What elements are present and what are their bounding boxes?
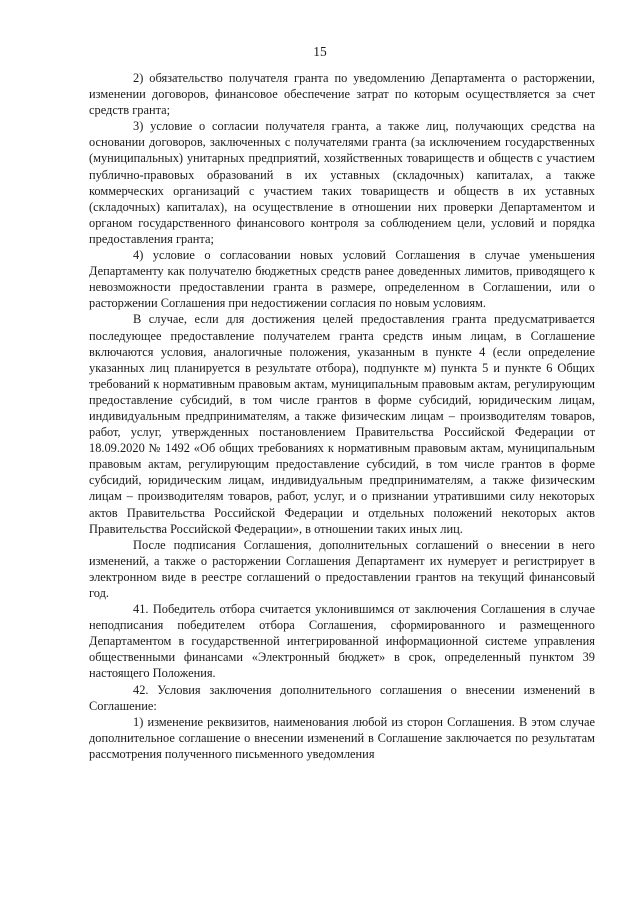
paragraph-new-conditions: 4) условие о согласовании новых условий Соглашения в случае уменьшения Департаменту как получателю бюджетных средств ранее доведенных лимитов, приводящего к невозможности предоставлении гранта в размере, определенном в Соглашении, или о расторжении Соглашения при недостижении согласия по новым условиям.	[89, 248, 595, 311]
paragraph-obligation-notice: 2) обязательство получателя гранта по уведомлению Департамента о расторжении, изменении договоров, финансовое обеспечение затрат по которым осуществляется за счет средств гранта;	[89, 71, 595, 118]
paragraph-inspection-consent: 3) условие о согласии получателя гранта, а также лиц, получающих средства на основании договоров, заключенных с получателями гранта (за исключением государственных (муниципальных) унитарных предприятий, хозяйственных товариществ и обществ с участием публично-правовых образований в их уставных (складочных) капиталах, а также коммерческих организаций с участием таких товариществ и обществ в их уставных (складочных) капиталах), на осуществление в отношении них проверки Департаментом и органом государственного финансового контроля за соблюдением цели, условий и порядка предоставления гранта;	[89, 119, 595, 246]
paragraph-other-persons: В случае, если для достижения целей предоставления гранта предусматривается последующее предоставление получателем гранта средств иным лицам, в Соглашение включаются условия, аналогичные положения, указанным в пункте 4 (если определение указанных лиц планируется в результате отбора), подпункте м) пункта 5 и пункте 6 Общих требований к нормативным правовым актам, муниципальным правовым актам, регулирующим предоставление субсидий, в том числе грантов в форме субсидий, юридическим лицам, индивидуальным предпринимателям, а также физическим лицам – производителям товаров, работ, услуг, утвержденных постановлением Правительства Российской Федерации от 18.09.2020 № 1492 «Об общих требованиях к нормативным правовым актам, муниципальным правовым актам, регулирующим предоставление субсидий, в том числе грантов в форме субсидий, юридическим лицам, индивидуальным предпринимателям, а также физическим лицам – производителям товаров, работ, услуг, и о признании утратившими силу некоторых актов Правительства Российской Федерации и отдельных положений некоторых актов Правительства Российской Федерации», в отношении таких иных лиц.	[89, 312, 595, 536]
paragraph-41-evasion: 41. Победитель отбора считается уклонившимся от заключения Соглашения в случае неподписания победителем отбора Соглашения, сформированного и размещенного Департаментом в государственной интегрированной информационной системе управления общественными финансами «Электронный бюджет» в срок, определенный пунктом 39 настоящего Положения.	[89, 602, 595, 681]
paragraph-registration: После подписания Соглашения, дополнительных соглашений о внесении в него изменений, а также о расторжении Соглашения Департамент их нумерует и регистрирует в электронном виде в реестре соглашений о предоставлении грантов на текущий финансовый год.	[89, 537, 595, 600]
paragraph-requisites-change: 1) изменение реквизитов, наименования любой из сторон Соглашения. В этом случае дополнительное соглашение о внесении изменений в Соглашение заключается по результатам рассмотрения полученного письменного уведомления	[89, 714, 595, 761]
paragraph-42-conditions: 42. Условия заключения дополнительного соглашения о внесении изменений в Соглашение:	[89, 682, 595, 713]
page-number: 15	[313, 44, 327, 59]
document-body	[89, 70, 595, 762]
